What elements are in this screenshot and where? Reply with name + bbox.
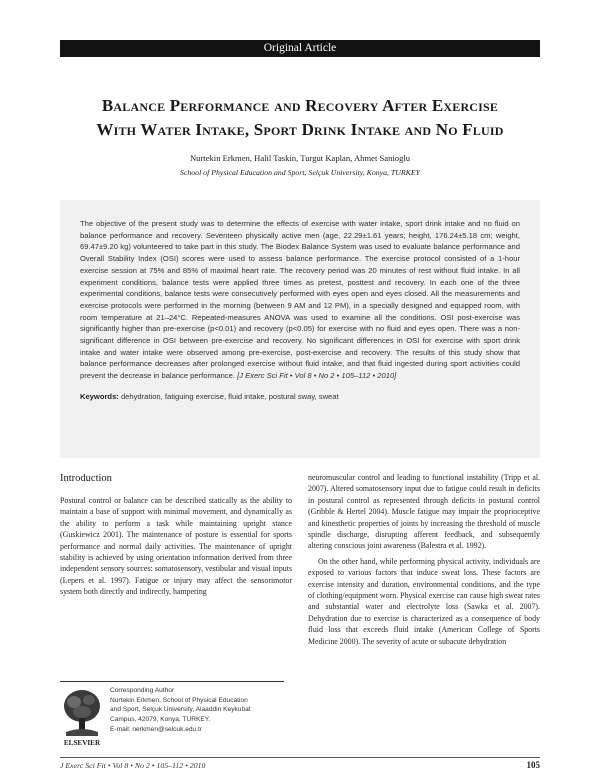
intro-paragraph-1: Postural control or balance can be described statically as the ability to maintain a base of support with minimal movement, and dynamically as the ability to perform a task while maintaining upright stance (Guskiewicz 2001). The maintenance of posture is essential for sports performance and normal daily activities. The maintenance of upright stability is achieved by using orientation information derived from three independent sensory sources: somatosensory, vestibular and visual inputs (Lepers et al. 1997). Fatigue or injury may affect the sensorimotor system both directly and indirectly, hampering — [60, 496, 292, 597]
page-number: 105 — [526, 760, 540, 770]
corresponding-author-line-3: Campus, 42079, Konya, TURKEY. — [110, 716, 211, 724]
abstract-text — [80, 218, 520, 382]
abstract-citation: [J Exerc Sci Fit • Vol 8 • No 2 • 105–112 • 2010] — [237, 371, 397, 381]
article-type-label: Original Article — [263, 42, 337, 54]
intro-paragraph-3: On the other hand, while performing physical activity, individuals are exposed to various factors that induce sweat loss. These factors are exercise intensity and duration, environmental conditions, and the type of clothing/equipment worn. Physical exercise can cause high sweat rates and substantial water and electrolyte loss (Sawka et al. 2007). Dehydration due to exercise is characterized as a consequence of body fluid loss that exceeds fluid intake (American College of Sports Medicine 2000). The severity of acute or subacute dehydration — [308, 556, 540, 646]
footer-journal-reference: J Exerc Sci Fit • Vol 8 • No 2 • 105–112 • 2010 — [60, 761, 206, 770]
corresponding-author-block — [110, 686, 290, 735]
keywords-list: dehydration, fatiguing exercise, fluid intake, postural sway, sweat — [120, 391, 339, 401]
corresponding-author-label: Corresponding Author — [110, 687, 175, 694]
author-affiliation: School of Physical Education and Sport, Selçuk University, Konya, TURKEY — [180, 168, 420, 177]
author-list: Nurtekin Erkmen, Halil Taskin, Turgut Kaplan, Ahmet Sanioglu — [189, 153, 411, 163]
publisher-name: ELSEVIER — [63, 739, 101, 747]
keywords-label: Keywords: — [80, 391, 119, 401]
title-line-1: Balance Performance and Recovery After Exercise — [101, 96, 499, 115]
title-line-2: With Water Intake, Sport Drink Intake and No Fluid — [96, 120, 504, 139]
right-column — [308, 472, 540, 647]
corresponding-author-line-2: and Sport, Selçuk University, Alaaddin Keykubat — [110, 706, 251, 714]
corresponding-author-line-1: Nurtekin Erkmen, School of Physical Education — [110, 696, 248, 704]
correspondence-divider — [60, 681, 284, 682]
article-type-banner — [60, 40, 540, 57]
abstract-panel — [60, 200, 540, 458]
footer-divider — [60, 757, 540, 758]
corresponding-author-email: E-mail: nerkmen@selcuk.edu.tr — [110, 725, 203, 733]
elsevier-tree-logo-icon — [60, 686, 104, 748]
left-column — [60, 472, 292, 598]
introduction-heading: Introduction — [60, 473, 112, 484]
abstract-body: The objective of the present study was to determine the effects of exercise with water intake, sport drink intake and no fluid on balance performance and recovery. Seventeen physically active men (age, 22.29±1.61 years; height, 176.24±5.18 cm; weight, 69.47±9.20 kg) volunteered to take part in this study. The Biodex Balance System was used to evaluate balance performance and Overall Stability Index (OSI) scores were used to assess balance performance. The exercise protocol consisted of a 1-hour exercise session at 75% and 85% of maximal heart rate. The recovery period was 20 minutes of rest without fluid intake. In all experiment conditions, balance tests were applied three times as pretest, posttest and recovery. In each one of the three experimental conditions, balance tests were consecutively performed with eyes open and eyes closed. All the measurements and exercise protocols were performed in the morning (between 9 AM and 12 PM), in a specially designed and equipped room, with room temperature at 21–24°C. Repeated-measures ANOVA was used to examine all the conditions. OSI post-exercise was significantly higher than pre-exercise (p<0.01) and recovery (p<0.05) for exercise with no fluid and eyes open. There was a non-significant difference in OSI between pre-exercise and recovery. No significant differences in OSI for exercise with sport drink intake and water intake were observed among pre-exercise, post-exercise and recovery. The results of this study show that balance performance decreases after prolonged exercise without fluid intake, and that fluid ingested during sport activities could prevent the decrease in balance performance. — [80, 219, 520, 381]
intro-paragraph-2: neuromuscular control and leading to functional instability (Tripp et al. 2007). Altered somatosensory input due to fatigue could result in deficits in postural control as represented through deficits in postural control (Gribble & Hertel 2004). Muscle fatigue may impair the proprioceptive and kinesthetic properties of joints by increasing the threshold of muscle spindle discharge, disrupting afferent feedback, and subsequently altering conscious joint awareness (Balestra et al. 1992). — [308, 473, 540, 551]
article-title — [60, 94, 540, 142]
keywords-line — [80, 391, 520, 402]
